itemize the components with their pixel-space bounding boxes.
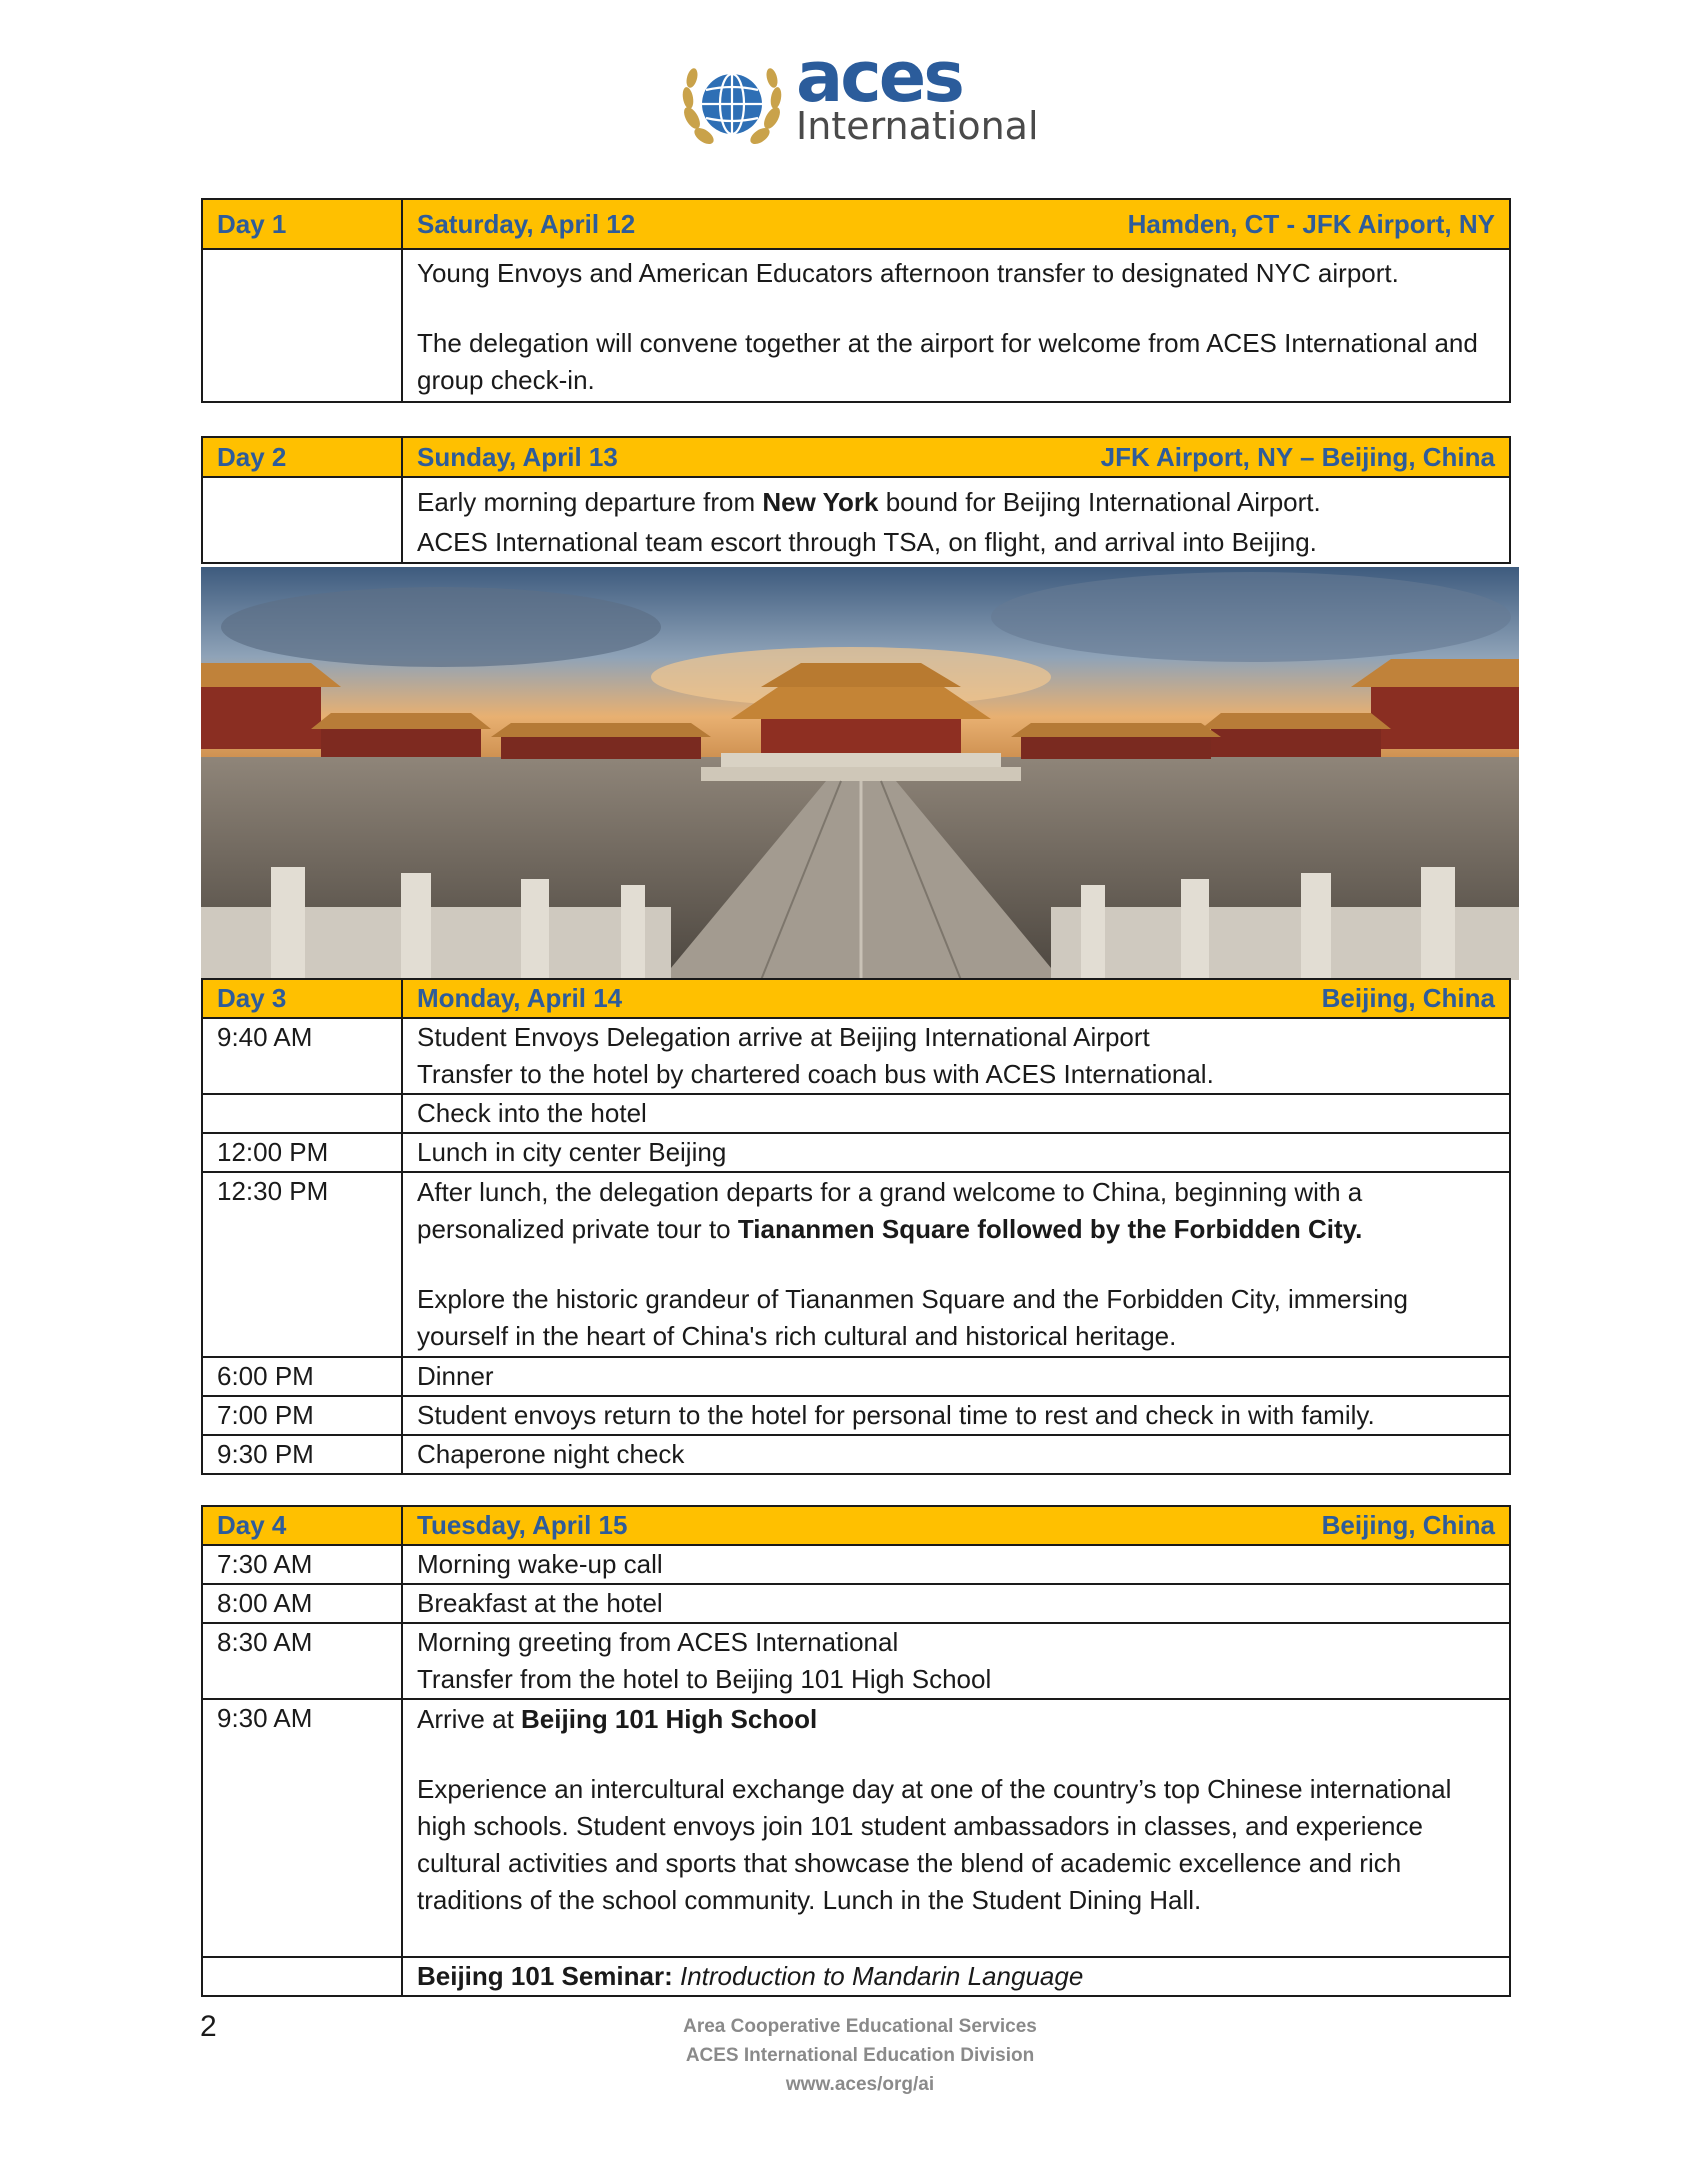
day1-location: Hamden, CT - JFK Airport, NY [1127,208,1495,239]
activity-line: Transfer from the hotel to Beijing 101 High School [417,1664,992,1694]
activity-cell: Check into the hotel [402,1094,1510,1133]
table-row [202,1545,1510,1584]
activity-cell: Student envoys return to the hotel for personal time to rest and check in with family. [402,1396,1510,1435]
footer-website: www.aces/org/ai [785,2074,935,2095]
time-cell: 9:30 PM [202,1435,402,1474]
logo-brand-text: aces [796,36,962,118]
day4-date: Tuesday, April 15 [417,1510,628,1540]
day1-header-row [202,199,1510,249]
time-cell: 7:00 PM [202,1396,402,1435]
forbidden-city-photo [201,567,1519,980]
table-row [202,1018,1510,1094]
table-row [202,1584,1510,1623]
day4-location: Beijing, China [1321,1510,1495,1540]
table-row [202,1172,1510,1357]
day3-date: Monday, April 14 [417,983,623,1013]
time-cell: 6:00 PM [202,1357,402,1396]
day2-table [201,436,1511,564]
activity-paragraph: After lunch, the delegation departs for a grand welcome to China, beginning with a personalized private tour to Tiananmen Square followed by the Forbidden City. [417,1177,1363,1244]
activity-cell: Dinner [402,1357,1510,1396]
day1-paragraph-1: Young Envoys and American Educators afternoon transfer to designated NYC airport. [417,258,1399,288]
day2-date: Sunday, April 13 [417,441,618,472]
table-row [202,1357,1510,1396]
day4-header-row [202,1506,1510,1545]
globe-laurel-icon [676,48,788,160]
activity-cell: Chaperone night check [402,1435,1510,1474]
day2-line-2: ACES International team escort through TSA, on flight, and arrival into Beijing. [417,527,1317,557]
activity-line: Morning greeting from ACES International [417,1627,899,1657]
page-number: 2 [200,2010,217,2043]
table-row [202,1133,1510,1172]
time-cell: 9:40 AM [202,1018,402,1094]
activity-cell: Lunch in city center Beijing [402,1133,1510,1172]
table-row [202,1957,1510,1996]
day1-date: Saturday, April 12 [417,208,636,239]
activity-line: Transfer to the hotel by chartered coach bus with ACES International. [417,1059,1214,1089]
day2-location: JFK Airport, NY – Beijing, China [1100,441,1495,472]
tour-highlight: Tiananmen Square followed by the Forbidden City. [737,1214,1363,1244]
day3-location: Beijing, China [1321,983,1495,1013]
activity-cell: Breakfast at the hotel [402,1584,1510,1623]
seminar-label: Beijing 101 Seminar: [417,1961,673,1991]
day1-paragraph-2: The delegation will convene together at the airport for welcome from ACES International and group check-in. [417,328,1478,395]
departure-city: New York [762,487,879,517]
time-cell: 8:30 AM [202,1623,402,1699]
activity-paragraph: Arrive at Beijing 101 High School [417,1704,818,1734]
day3-header-row [202,979,1510,1018]
activity-cell: Morning wake-up call [402,1545,1510,1584]
table-row [202,249,1510,402]
activity-cell [402,1957,1510,1996]
time-cell: 7:30 AM [202,1545,402,1584]
time-cell: 8:00 AM [202,1584,402,1623]
time-cell: 12:00 PM [202,1133,402,1172]
time-cell: 9:30 AM [202,1699,402,1957]
footer-org: Area Cooperative Educational Services [683,2016,1037,2037]
logo-sub-text: International [796,104,1039,148]
day3-table [201,978,1511,1475]
table-row [202,1623,1510,1699]
day1-table [201,198,1511,403]
activity-paragraph: Experience an intercultural exchange day at one of the country’s top Chinese international high schools. Student envoys join 101 student ambassadors in classes, and experience cultural activities and sports that showcase the blend of academic excellence and rich traditions of the school community. Lunch in the Student Dining Hall. [417,1774,1452,1915]
activity-line: Student Envoys Delegation arrive at Beijing International Airport [417,1022,1150,1052]
table-row [202,477,1510,563]
table-row [202,1094,1510,1133]
day2-line-1: Early morning departure from New York bound for Beijing International Airport. [417,487,1321,517]
table-row [202,1396,1510,1435]
day3-label: Day 3 [202,979,402,1018]
day4-label: Day 4 [202,1506,402,1545]
footer-division: ACES International Education Division [685,2045,1035,2066]
day1-label: Day 1 [202,199,402,249]
table-row [202,1435,1510,1474]
time-cell: 12:30 PM [202,1172,402,1357]
footer [600,2012,1120,2099]
aces-logo [676,36,1039,160]
activity-paragraph: Explore the historic grandeur of Tiananmen Square and the Forbidden City, immersing yourself in the heart of China's rich cultural and historical heritage. [417,1284,1408,1351]
day4-table [201,1505,1511,1997]
school-name: Beijing 101 High School [521,1704,818,1734]
seminar-title: Introduction to Mandarin Language [672,1961,1084,1991]
table-row [202,1699,1510,1957]
day2-label: Day 2 [202,437,402,477]
day2-header-row [202,437,1510,477]
